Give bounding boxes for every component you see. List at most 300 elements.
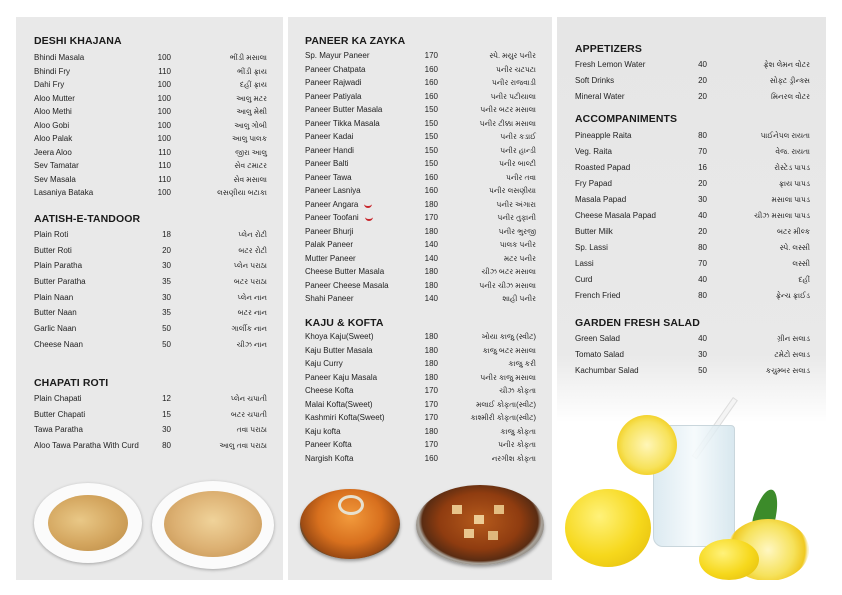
menu-item-row — [288, 279, 552, 293]
menu-item-row — [288, 63, 552, 77]
menu-item-name: Paneer Kaju Masala — [305, 372, 378, 382]
menu-item-row — [288, 438, 552, 452]
menu-item-price: 12 — [162, 394, 171, 403]
menu-item-name: Plain Roti — [34, 230, 69, 239]
section-deshi-items — [16, 51, 283, 200]
section-title-appetizers: APPETIZERS — [575, 43, 642, 55]
menu-item-row — [16, 305, 283, 321]
menu-item-name: Cheese Masala Papad — [575, 211, 656, 220]
menu-item-row — [16, 105, 283, 119]
menu-item-price: 180 — [424, 280, 438, 290]
menu-item-price: 50 — [162, 339, 171, 349]
menu-item-name: Kaju Butter Masala — [305, 345, 373, 355]
menu-item-name-gujarati: ચીઝ મસાલા પાપડ — [754, 211, 810, 220]
section-title-chapati: CHAPATI ROTI — [34, 377, 109, 389]
chapati-plate-image — [34, 483, 142, 563]
menu-item-name: Paneer Kadai — [305, 132, 354, 141]
menu-item-name: Mutter Paneer — [305, 253, 356, 263]
menu-item-row — [288, 411, 552, 425]
menu-item-name: Kachumbar Salad — [575, 366, 639, 375]
menu-item-row — [288, 265, 552, 279]
menu-item-name-gujarati: મલાઈ કોફતા(સ્વીટ) — [476, 399, 536, 409]
menu-panel-middle — [288, 17, 552, 580]
menu-item-row — [288, 198, 552, 212]
menu-item-row — [288, 292, 552, 306]
menu-item-name: Khoya Kaju(Sweet) — [305, 332, 374, 341]
section-title-tandoor: AATISH-E-TANDOOR — [34, 213, 141, 225]
menu-item-name: Butter Chapati — [34, 409, 86, 419]
menu-item-price: 150 — [424, 132, 438, 141]
menu-item-name: Curd — [575, 275, 593, 284]
menu-item-name-gujarati: ચીઝ કોફતા — [499, 386, 536, 395]
menu-item-name: Paneer Cheese Masala — [305, 280, 389, 290]
menu-item-price: 180 — [424, 226, 438, 236]
menu-item-name: Bhindi Fry — [34, 66, 71, 76]
menu-item-row — [288, 357, 552, 371]
menu-item-row — [557, 363, 826, 379]
menu-item-name-gujarati: દહીં — [798, 275, 810, 284]
menu-item-name-gujarati: પનીર બટર મસાલા — [480, 105, 536, 114]
menu-item-name: Bhindi Masala — [34, 53, 85, 62]
menu-item-row — [288, 130, 552, 144]
menu-item-name: Paneer Balti — [305, 159, 349, 168]
menu-item-name: Plain Naan — [34, 292, 74, 302]
menu-item-row — [557, 89, 826, 105]
menu-item-price: 30 — [162, 292, 171, 302]
menu-item-price: 18 — [162, 230, 171, 239]
menu-item-price: 180 — [424, 267, 438, 276]
menu-item-row — [16, 159, 283, 173]
section-tandoor-items — [16, 227, 283, 353]
menu-item-price: 30 — [162, 425, 171, 435]
menu-item-name-gujarati: નરગીશ કોફતા — [491, 453, 536, 463]
menu-item-name-gujarati: પનીર પટીયાલા — [490, 91, 536, 101]
menu-item-name: Palak Paneer — [305, 240, 354, 249]
menu-item-name-gujarati: પનીર ભુરજી — [498, 226, 536, 236]
menu-item-price: 170 — [424, 440, 438, 449]
menu-item-name: Dahi Fry — [34, 80, 65, 89]
menu-item-name-gujarati: પનીર તુફાની — [497, 213, 536, 222]
menu-item-price: 150 — [424, 105, 438, 114]
menu-item-name-gujarati: પાઈનેપલ રાયતા — [760, 131, 810, 140]
menu-item-name-gujarati: ભીંડી ફ્રાય — [237, 66, 267, 76]
menu-item-row — [557, 160, 826, 176]
section-title-paneer: PANEER KA ZAYKA — [305, 35, 406, 47]
menu-item-name: Paneer Patiyala — [305, 91, 362, 101]
menu-item-name-gujarati: આલુ તવા પરાઠા — [219, 441, 267, 451]
menu-item-name: Aloo Palak — [34, 134, 73, 143]
menu-item-name: Aloo Gobi — [34, 120, 70, 130]
section-title-salad: GARDEN FRESH SALAD — [575, 317, 700, 329]
menu-item-row — [288, 76, 552, 90]
menu-item-row — [288, 90, 552, 104]
menu-item-name-gujarati: બટર નાન — [237, 308, 267, 318]
menu-item-row — [16, 422, 283, 438]
menu-item-name: Butter Paratha — [34, 277, 86, 287]
menu-item-row — [557, 192, 826, 208]
menu-item-name-gujarati: ચીઝ નાન — [236, 339, 267, 349]
menu-item-price: 140 — [424, 240, 438, 249]
menu-item-name: Butter Roti — [34, 245, 72, 255]
menu-item-name-gujarati: મસાલા પાપડ — [771, 195, 810, 204]
menu-item-name-gujarati: પનીર ચટપટા — [496, 64, 536, 74]
menu-item-name: Lassi — [575, 259, 594, 268]
menu-item-name: Sev Tamatar — [34, 161, 79, 170]
menu-item-name-gujarati: મિનરલ વોટર — [771, 92, 810, 101]
menu-item-name-gujarati: પ્લેન નાન — [237, 292, 267, 302]
menu-item-name: Mineral Water — [575, 92, 625, 101]
menu-item-price: 30 — [698, 195, 707, 204]
menu-item-name: Masala Papad — [575, 195, 627, 204]
menu-item-name-gujarati: પનીર બાલ્ટી — [499, 159, 536, 168]
menu-item-name-gujarati: શાહી પનીર — [502, 294, 536, 303]
menu-item-price: 160 — [424, 186, 438, 195]
menu-item-name-gujarati: કાજુ કરી — [508, 359, 536, 368]
menu-item-name: Cheese Naan — [34, 339, 83, 349]
spicy-chili-icon — [365, 214, 373, 221]
menu-item-price: 170 — [424, 386, 438, 395]
menu-item-row — [557, 240, 826, 256]
menu-item-name: Aloo Mutter — [34, 93, 75, 103]
menu-item-row — [16, 391, 283, 407]
menu-item-name: Kaju Curry — [305, 359, 343, 368]
menu-item-row — [16, 290, 283, 306]
menu-item-row — [16, 407, 283, 423]
menu-item-name-gujarati: પ્લેન ચપાતી — [230, 394, 267, 403]
menu-item-row — [288, 252, 552, 266]
menu-item-name: Roasted Papad — [575, 163, 631, 172]
menu-item-name-gujarati: આલુ મટર — [236, 93, 267, 103]
menu-item-name-gujarati: પનીર ચીઝ મસાલા — [479, 280, 536, 290]
menu-item-name: Pineapple Raita — [575, 131, 632, 140]
menu-item-row — [288, 211, 552, 225]
menu-item-row — [557, 128, 826, 144]
menu-item-price: 110 — [158, 66, 171, 76]
menu-item-price: 150 — [424, 145, 438, 155]
menu-item-row — [557, 347, 826, 363]
menu-item-price: 180 — [424, 345, 438, 355]
menu-item-name: Malai Kofta(Sweet) — [305, 399, 373, 409]
menu-item-price: 35 — [162, 308, 171, 318]
menu-item-row — [288, 171, 552, 185]
menu-item-row — [557, 57, 826, 73]
menu-item-price: 180 — [424, 359, 438, 368]
menu-item-name: Sev Masala — [34, 174, 76, 184]
menu-item-price: 110 — [158, 161, 171, 170]
menu-item-name-gujarati: કચુમ્બર સલાડ — [765, 366, 810, 375]
menu-item-name: Tawa Paratha — [34, 425, 83, 435]
menu-item-price: 150 — [424, 159, 438, 168]
menu-item-name-gujarati: આલુ ગોબી — [234, 120, 267, 130]
menu-item-price: 40 — [698, 60, 707, 69]
menu-item-name: Paneer Handi — [305, 145, 354, 155]
section-salad-items — [557, 331, 826, 379]
menu-item-price: 20 — [698, 227, 707, 236]
menu-item-price: 80 — [162, 441, 171, 451]
menu-item-name-gujarati: બટર ચપાતી — [230, 409, 267, 419]
menu-item-row — [557, 144, 826, 160]
menu-item-name-gujarati: પનીર હાન્ડી — [500, 145, 536, 155]
section-title-kaju: KAJU & KOFTA — [305, 317, 384, 329]
menu-item-price: 100 — [157, 120, 171, 130]
menu-item-name-gujarati: પનીર ટીક્કા મસાલા — [479, 118, 536, 128]
menu-item-name-gujarati: ચીઝ બટર મસાલા — [481, 267, 536, 276]
menu-item-row — [288, 330, 552, 344]
menu-item-row — [288, 184, 552, 198]
menu-item-price: 160 — [424, 64, 438, 74]
menu-item-name-gujarati: સેવ મસાલા — [233, 174, 267, 184]
menu-item-price: 80 — [698, 243, 707, 252]
menu-item-name-gujarati: સ્પે. લસ્સી — [779, 243, 810, 252]
menu-item-name: Paneer Chatpata — [305, 64, 366, 74]
menu-item-price: 40 — [698, 211, 707, 220]
menu-item-name: Garlic Naan — [34, 324, 77, 334]
menu-item-price: 20 — [698, 92, 707, 101]
menu-item-row — [288, 344, 552, 358]
paratha-plate-image — [152, 481, 274, 569]
menu-item-name-gujarati: પનીર લસણીયા — [489, 186, 536, 195]
menu-item-name-gujarati: કાશ્મીરી કોફતા(સ્વીટ) — [470, 413, 536, 422]
menu-item-row — [16, 438, 283, 454]
menu-item-name-gujarati: પનીર કાજુ મસાલા — [480, 372, 536, 382]
menu-item-row — [16, 146, 283, 160]
menu-item-price: 16 — [698, 163, 707, 172]
menu-item-price: 50 — [698, 366, 707, 375]
menu-item-price: 180 — [424, 372, 438, 382]
lemon-water-image — [557, 397, 826, 580]
menu-item-price: 30 — [698, 350, 707, 359]
menu-item-row — [16, 92, 283, 106]
menu-item-row — [16, 78, 283, 92]
menu-item-name: Plain Chapati — [34, 394, 82, 403]
menu-item-name: Sp. Lassi — [575, 243, 608, 252]
menu-item-price: 160 — [424, 172, 438, 182]
menu-item-row — [288, 49, 552, 63]
menu-item-name-gujarati: પનીર તવા — [505, 172, 536, 182]
menu-item-row — [288, 238, 552, 252]
menu-item-row — [557, 272, 826, 288]
menu-item-name-gujarati: ટમેટો સલાડ — [774, 350, 810, 359]
menu-item-name: Paneer Angara — [305, 199, 359, 209]
menu-item-row — [16, 243, 283, 259]
menu-item-price: 170 — [424, 51, 438, 60]
menu-item-price: 80 — [698, 131, 707, 140]
menu-item-row — [288, 384, 552, 398]
menu-item-price: 70 — [698, 259, 707, 268]
menu-item-name-gujarati: ફ્રાય પાપડ — [778, 179, 810, 188]
menu-item-price: 140 — [424, 294, 438, 303]
menu-item-name-gujarati: આલુ પાલક — [232, 134, 267, 143]
menu-item-row — [557, 331, 826, 347]
menu-item-name-gujarati: પનીર રાજવાડી — [491, 78, 536, 87]
menu-item-name: Tomato Salad — [575, 350, 624, 359]
menu-item-name-gujarati: આલુ મેથી — [236, 107, 267, 116]
menu-item-price: 70 — [698, 147, 707, 156]
menu-item-price: 30 — [162, 261, 171, 271]
menu-item-name: Sp. Mayur Paneer — [305, 51, 370, 60]
menu-panel-left — [16, 17, 283, 580]
menu-item-price: 170 — [424, 213, 438, 222]
menu-item-name: Paneer Kofta — [305, 440, 352, 449]
menu-item-name: Green Salad — [575, 334, 620, 343]
menu-item-name-gujarati: પ્લેન રોટી — [238, 230, 267, 239]
menu-item-row — [288, 103, 552, 117]
menu-item-price: 100 — [157, 93, 171, 103]
menu-item-name: Paneer Tawa — [305, 172, 352, 182]
menu-item-name: Paneer Butter Masala — [305, 105, 383, 114]
menu-item-price: 20 — [698, 76, 707, 85]
menu-item-row — [557, 224, 826, 240]
menu-item-name-gujarati: દહીં ફ્રાય — [239, 80, 267, 89]
menu-item-name: Paneer Tikka Masala — [305, 118, 380, 128]
menu-item-name-gujarati: બટર મીલ્ક — [777, 227, 810, 236]
menu-item-name: Plain Paratha — [34, 261, 83, 271]
menu-item-name-gujarati: ફ્રેશ લેમન વોટર — [763, 60, 810, 69]
menu-item-name: Veg. Raita — [575, 147, 612, 156]
menu-item-price: 180 — [424, 426, 438, 436]
menu-item-name: Aloo Methi — [34, 107, 72, 116]
menu-item-row — [557, 288, 826, 304]
menu-panel-right — [557, 17, 826, 580]
menu-item-name-gujarati: બટર પરાઠા — [233, 277, 267, 287]
menu-item-row — [557, 176, 826, 192]
menu-item-name-gujarati: ગ્રીન સલાડ — [777, 334, 810, 343]
menu-item-row — [288, 117, 552, 131]
menu-item-row — [16, 51, 283, 65]
menu-item-price: 170 — [424, 413, 438, 422]
menu-item-price: 110 — [158, 174, 171, 184]
section-paneer-items — [288, 49, 552, 306]
menu-item-name: Butter Milk — [575, 227, 613, 236]
menu-item-name: Kaju kofta — [305, 426, 341, 436]
menu-item-name: Soft Drinks — [575, 76, 615, 85]
menu-item-name-gujarati: તવા પરાઠા — [236, 425, 267, 435]
paneer-kadai-image — [416, 481, 544, 567]
menu-item-name: Butter Naan — [34, 308, 77, 318]
menu-item-row — [288, 157, 552, 171]
menu-item-name: Lasaniya Bataka — [34, 188, 94, 197]
section-kaju-items — [288, 330, 552, 465]
menu-item-row — [288, 398, 552, 412]
menu-item-price: 160 — [424, 78, 438, 87]
menu-item-name-gujarati: સેવ ટમાટર — [234, 161, 267, 170]
menu-item-price: 170 — [424, 399, 438, 409]
menu-item-row — [288, 225, 552, 239]
menu-item-price: 180 — [424, 332, 438, 341]
menu-item-price: 100 — [157, 134, 171, 143]
menu-item-name-gujarati: પ્લેન પરાઠા — [233, 261, 267, 271]
menu-item-name: Paneer Bhurji — [305, 226, 354, 236]
spicy-chili-icon — [364, 201, 372, 208]
menu-item-row — [16, 173, 283, 187]
section-appetizers-items — [557, 57, 826, 105]
menu-item-name: Kashmiri Kofta(Sweet) — [305, 413, 385, 422]
menu-item-name: Nargish Kofta — [305, 453, 354, 463]
section-title-deshi: DESHI KHAJANA — [34, 35, 122, 47]
menu-item-row — [288, 452, 552, 466]
menu-item-row — [288, 144, 552, 158]
menu-item-row — [16, 337, 283, 353]
menu-item-name-gujarati: પનીર અંગારા — [496, 199, 536, 209]
menu-item-name: Cheese Kofta — [305, 386, 354, 395]
menu-item-name-gujarati: ગાર્લીક નાન — [231, 324, 267, 334]
menu-item-row — [557, 73, 826, 89]
menu-item-price: 140 — [424, 253, 438, 263]
menu-item-price: 35 — [162, 277, 171, 287]
menu-item-name: Paneer Rajwadi — [305, 78, 362, 87]
menu-item-name: Shahi Paneer — [305, 294, 354, 303]
menu-item-name-gujarati: પાલક પનીર — [499, 240, 536, 249]
menu-item-name-gujarati: લસણીયા બટાકા — [217, 188, 267, 197]
curry-bowl-image — [300, 479, 400, 567]
menu-item-row — [16, 321, 283, 337]
menu-item-row — [16, 132, 283, 146]
menu-item-price: 160 — [424, 453, 438, 463]
menu-item-price: 40 — [698, 275, 707, 284]
menu-item-row — [16, 186, 283, 200]
menu-item-row — [16, 274, 283, 290]
menu-item-name: Paneer Lasniya — [305, 186, 361, 195]
menu-item-name-gujarati: સોફ્ટ ડ્રીન્ક્સ — [769, 76, 810, 85]
menu-item-name-gujarati: પનીર કોફતા — [498, 440, 536, 449]
menu-item-name: Fresh Lemon Water — [575, 60, 646, 69]
menu-item-name-gujarati: ખોયા કાજુ (સ્વીટ) — [481, 332, 536, 341]
menu-item-name-gujarati: કાજુ કોફતા — [500, 426, 536, 436]
menu-item-price: 100 — [157, 188, 171, 197]
section-chapati-items — [16, 391, 283, 454]
menu-item-price: 40 — [698, 334, 707, 343]
menu-item-name: French Fried — [575, 291, 621, 300]
menu-item-price: 160 — [424, 91, 438, 101]
menu-item-row — [16, 119, 283, 133]
menu-item-name-gujarati: બટર રોટી — [238, 245, 267, 255]
menu-item-price: 15 — [162, 409, 171, 419]
menu-item-name: Paneer Toofani — [305, 213, 359, 222]
menu-item-price: 100 — [157, 107, 171, 116]
menu-item-name: Aloo Tawa Paratha With Curd — [34, 441, 139, 451]
menu-item-name-gujarati: લસ્સી — [792, 259, 810, 268]
menu-item-row — [16, 258, 283, 274]
menu-item-price: 50 — [162, 324, 171, 334]
menu-item-name-gujarati: સ્પે. મયુર પનીર — [489, 51, 536, 60]
menu-item-name: Cheese Butter Masala — [305, 267, 385, 276]
menu-item-name-gujarati: મટર પનીર — [503, 253, 536, 263]
menu-item-name-gujarati: કાજુ બટર મસાલા — [482, 345, 536, 355]
menu-item-price: 20 — [162, 245, 171, 255]
menu-item-price: 20 — [698, 179, 707, 188]
menu-item-row — [557, 256, 826, 272]
menu-item-row — [557, 208, 826, 224]
menu-item-row — [16, 65, 283, 79]
menu-item-name-gujarati: પનીર કડાઈ — [500, 132, 536, 141]
menu-item-price: 80 — [698, 291, 707, 300]
section-accompaniments-items — [557, 128, 826, 304]
menu-item-name: Fry Papad — [575, 179, 612, 188]
menu-item-price: 180 — [424, 199, 438, 209]
menu-item-row — [288, 425, 552, 439]
menu-item-name: Jeera Aloo — [34, 147, 72, 157]
menu-item-name-gujarati: ભીંડી મસાલા — [229, 53, 267, 62]
menu-item-price: 150 — [424, 118, 438, 128]
menu-item-name-gujarati: જીરા આલુ — [235, 147, 267, 157]
menu-item-name-gujarati: ફ્રેન્ચ ફ્રાઈડ — [775, 291, 810, 300]
menu-item-row — [16, 227, 283, 243]
menu-item-price: 100 — [157, 80, 171, 89]
section-title-accompaniments: ACCOMPANIMENTS — [575, 113, 678, 125]
menu-item-price: 110 — [158, 147, 171, 157]
menu-item-name-gujarati: રોસ્ટેડ પાપડ — [774, 163, 810, 172]
menu-item-row — [288, 371, 552, 385]
